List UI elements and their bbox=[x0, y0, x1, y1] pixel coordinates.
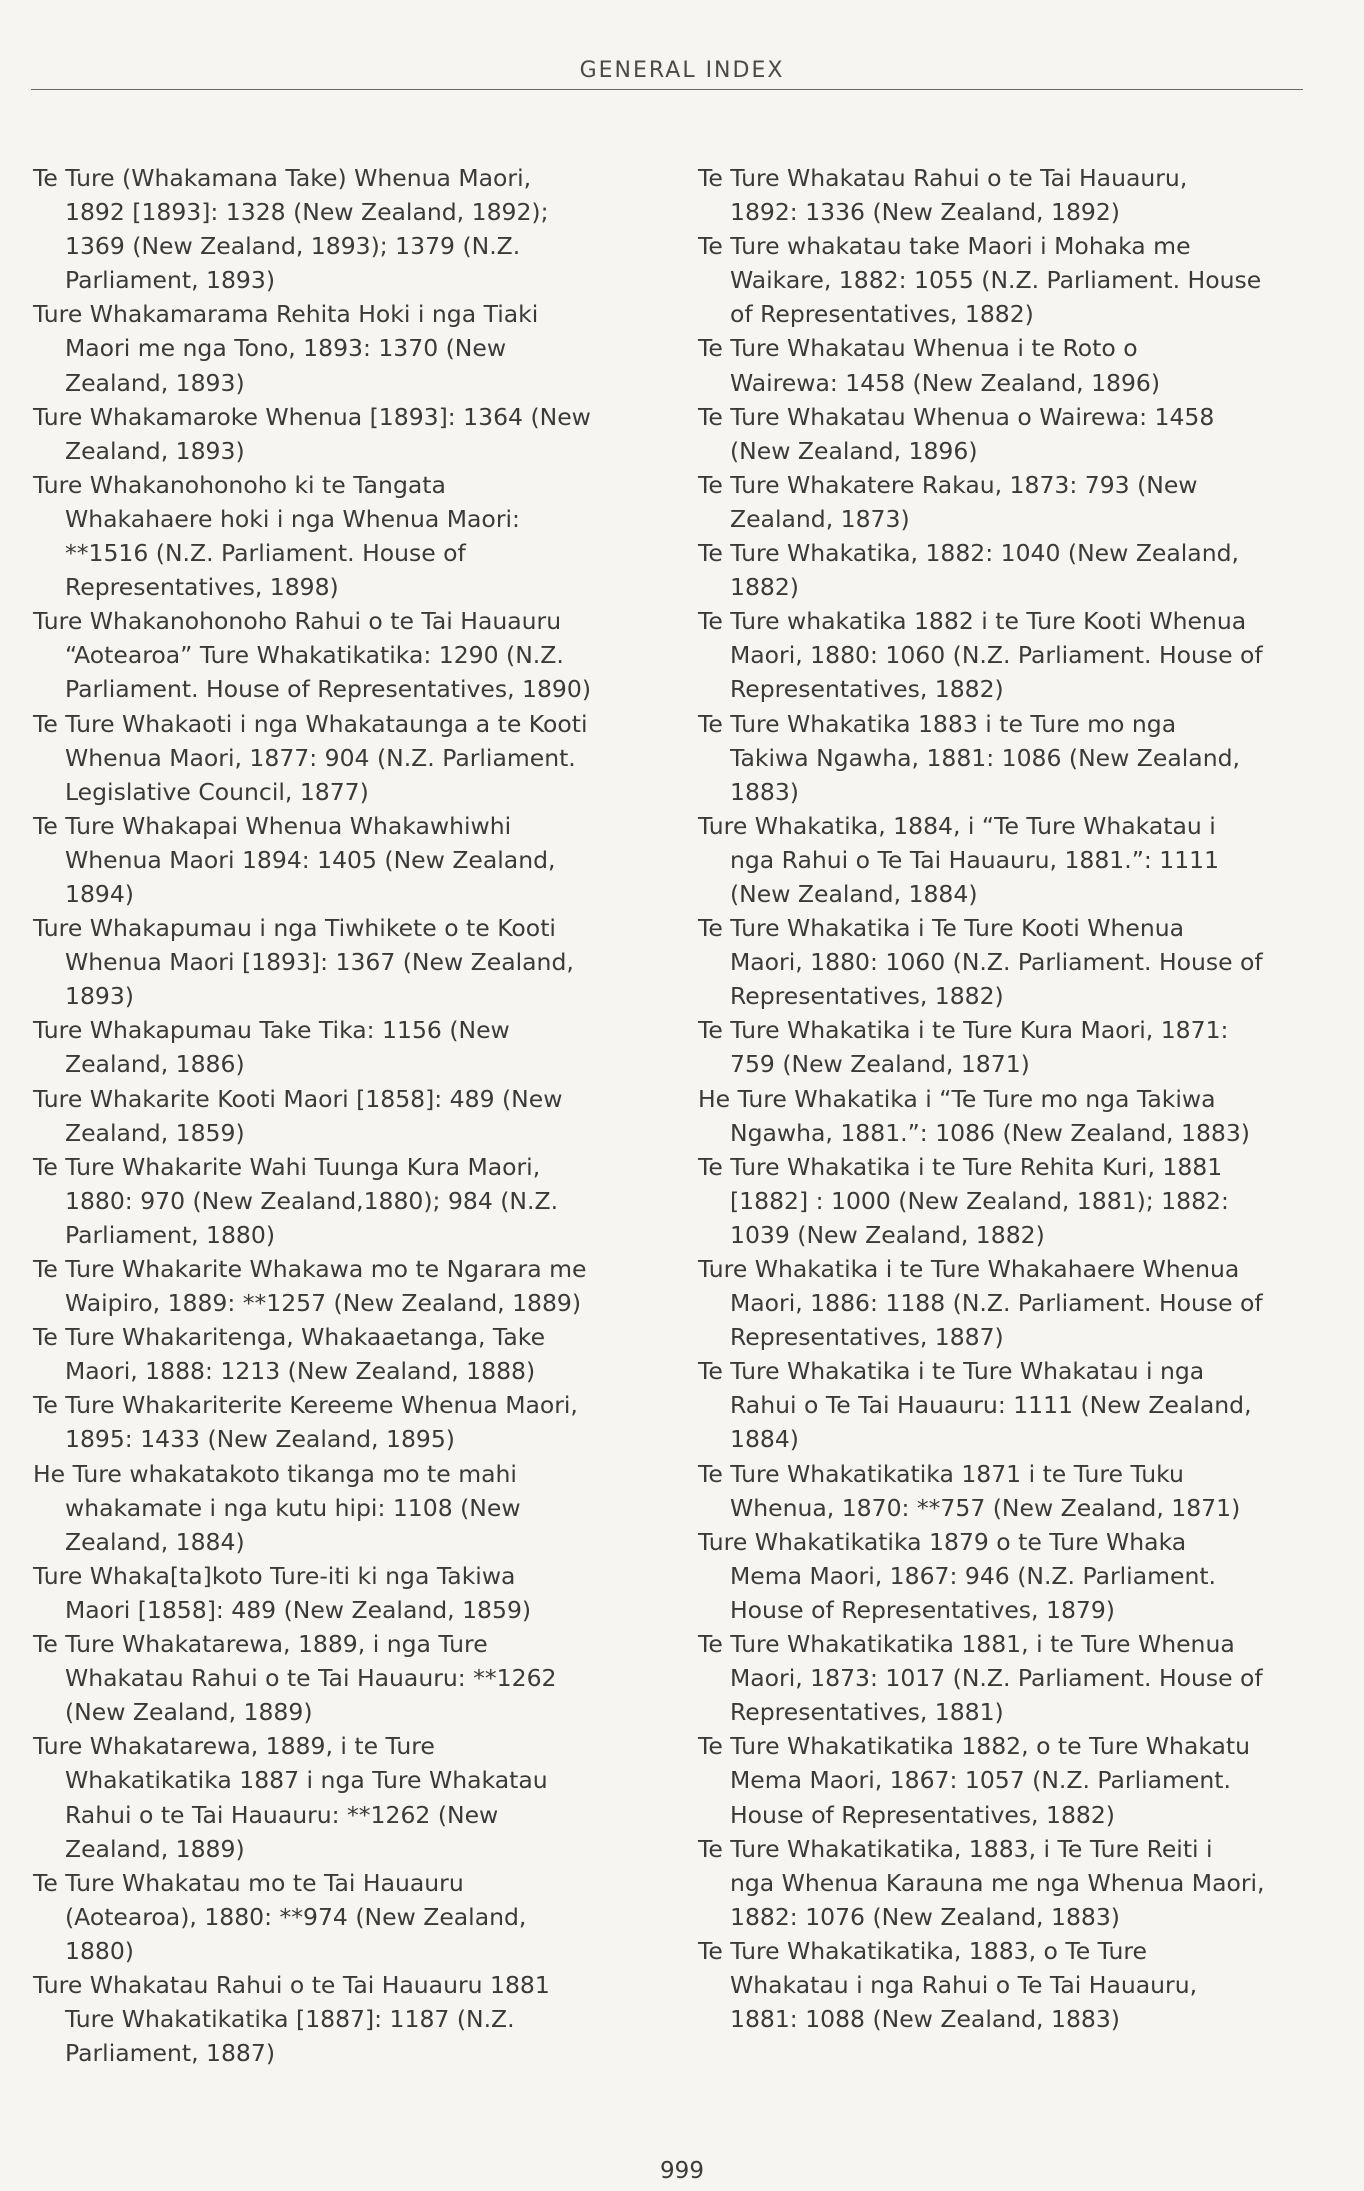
index-entry-line: Ture Whakatika i te Ture Whakahaere Whenua bbox=[698, 1255, 1240, 1283]
index-entry-line: “Aotearoa” Ture Whakatikatika: 1290 (N.Z. bbox=[65, 641, 564, 670]
index-entry bbox=[698, 400, 1303, 468]
index-entry-line: 1369 (New Zealand, 1893); 1379 (N.Z. bbox=[65, 232, 521, 261]
index-entry-line: Mema Maori, 1867: 1057 (N.Z. Parliament. bbox=[730, 1766, 1231, 1795]
index-entry-line: Te Ture Whakatika i te Ture Whakatau i nga bbox=[698, 1357, 1205, 1386]
index-entry-line: Waipiro, 1889: **1257 (New Zealand, 1889) bbox=[65, 1289, 582, 1318]
index-column-right bbox=[698, 161, 1303, 2036]
index-entry-line: Te Ture Whakatau Rahui o te Tai Hauauru, bbox=[698, 164, 1188, 192]
index-entry-line: Takiwa Ngawha, 1881: 1086 (New Zealand, bbox=[730, 743, 1240, 772]
index-entry bbox=[698, 1934, 1303, 2036]
index-entry bbox=[698, 1525, 1303, 1627]
index-entry bbox=[698, 707, 1303, 809]
index-entry-line: Maori, 1880: 1060 (N.Z. Parliament. House of bbox=[730, 948, 1263, 977]
index-entry bbox=[33, 161, 638, 297]
index-entry-line: Ture Whakanohonoho ki te Tangata bbox=[33, 470, 446, 499]
index-entry-line: Representatives, 1882) bbox=[730, 675, 1004, 704]
index-entry bbox=[698, 161, 1303, 229]
header-rule bbox=[31, 89, 1303, 90]
index-entry-line: Te Ture Whakatau Whenua o Wairewa: 1458 bbox=[698, 402, 1215, 431]
index-entry-line: Ture Whakanohonoho Rahui o te Tai Hauauru bbox=[33, 607, 562, 636]
index-entry-line: Zealand, 1886) bbox=[65, 1050, 245, 1079]
index-entry-line: Whakatikatika 1887 i nga Ture Whakatau bbox=[65, 1766, 548, 1795]
index-entry-line: Representatives, 1881) bbox=[730, 1698, 1004, 1727]
index-entry-line: Te Ture Whakatarewa, 1889, i nga Ture bbox=[33, 1630, 488, 1659]
page-header: GENERAL INDEX bbox=[579, 58, 785, 83]
index-entry bbox=[33, 400, 638, 468]
index-entry-line: Ture Whakatau Rahui o te Tai Hauauru 1881 bbox=[33, 1970, 550, 1999]
index-entry-line: Ture Whakatikatika 1879 o te Ture Whaka bbox=[698, 1527, 1187, 1556]
index-entry-line: Wairewa: 1458 (New Zealand, 1896) bbox=[730, 368, 1161, 397]
index-entry-line: House of Representatives, 1879) bbox=[730, 1595, 1115, 1624]
index-entry-line: Te Ture Whakatikatika 1882, o te Ture Whakatu bbox=[698, 1732, 1251, 1761]
index-entry bbox=[698, 536, 1303, 604]
index-entry-line: Parliament, 1893) bbox=[65, 266, 276, 295]
index-entry-line: Parliament, 1880) bbox=[65, 1220, 276, 1249]
index-entry-line: Zealand, 1873) bbox=[730, 504, 910, 533]
index-entry-line: **1516 (N.Z. Parliament. House of bbox=[65, 539, 466, 568]
index-entry-line: Te Ture (Whakamana Take) Whenua Maori, bbox=[33, 164, 532, 192]
index-entry-line: 1881: 1088 (New Zealand, 1883) bbox=[730, 2005, 1120, 2034]
index-entry-line: Representatives, 1882) bbox=[730, 982, 1004, 1011]
index-entry-line: 1893) bbox=[65, 982, 134, 1011]
index-entry-line: Rahui o te Tai Hauauru: **1262 (New bbox=[65, 1800, 499, 1829]
index-entry-line: Te Ture Whakatikatika 1881, i te Ture Whenua bbox=[698, 1630, 1235, 1659]
index-entry-line: He Ture Whakatika i “Te Ture mo nga Takiwa bbox=[698, 1084, 1216, 1113]
index-entry bbox=[698, 911, 1303, 1013]
index-entry-line: 1880: 970 (New Zealand,1880); 984 (N.Z. bbox=[65, 1186, 559, 1215]
index-entry bbox=[698, 229, 1303, 331]
index-entry-line: whakamate i nga kutu hipi: 1108 (New bbox=[65, 1493, 521, 1522]
index-entry-line: Te Ture Whakatikatika, 1883, i Te Ture Reiti i bbox=[698, 1834, 1213, 1863]
index-entry bbox=[698, 331, 1303, 399]
index-entry-line: Rahui o Te Tai Hauauru: 1111 (New Zealand, bbox=[730, 1391, 1252, 1420]
index-entry-line: Ture Whakatikatika [1887]: 1187 (N.Z. bbox=[65, 2005, 515, 2034]
index-entry-line: 1039 (New Zealand, 1882) bbox=[730, 1220, 1045, 1249]
index-entry-line: Te Ture Whakaritenga, Whakaaetanga, Take bbox=[33, 1323, 546, 1352]
index-entry bbox=[33, 1320, 638, 1388]
index-entry-line: Maori [1858]: 489 (New Zealand, 1859) bbox=[65, 1595, 532, 1624]
index-entry-line: Te Ture Whakatau mo te Tai Hauauru bbox=[33, 1868, 464, 1897]
index-entry bbox=[698, 604, 1303, 706]
index-entry bbox=[33, 1627, 638, 1729]
index-entry-line: (New Zealand, 1884) bbox=[730, 879, 978, 908]
index-entry-line: 1895: 1433 (New Zealand, 1895) bbox=[65, 1425, 455, 1454]
index-entry-line: Te Ture Whakarite Wahi Tuunga Kura Maori, bbox=[33, 1152, 541, 1181]
index-entry-line: Te Ture Whakatika 1883 i te Ture mo nga bbox=[698, 709, 1177, 738]
index-entry-line: Ture Whakamarama Rehita Hoki i nga Tiaki bbox=[33, 300, 539, 329]
index-entry bbox=[33, 707, 638, 809]
index-entry-line: Te Ture whakatau take Maori i Mohaka me bbox=[698, 232, 1191, 261]
index-entry-line: Zealand, 1893) bbox=[65, 436, 245, 465]
index-entry-line: 1880) bbox=[65, 1936, 134, 1965]
index-entry-line: Representatives, 1898) bbox=[65, 573, 339, 602]
index-entry bbox=[698, 809, 1303, 911]
index-entry-line: Te Ture Whakatikatika, 1883, o Te Ture bbox=[698, 1936, 1147, 1965]
index-entry bbox=[33, 1150, 638, 1252]
index-entry bbox=[698, 1082, 1303, 1150]
index-entry-line: Mema Maori, 1867: 946 (N.Z. Parliament. bbox=[730, 1561, 1217, 1590]
index-entry-line: Ture Whakatika, 1884, i “Te Ture Whakatau i bbox=[698, 811, 1216, 840]
index-entry-line: Maori, 1873: 1017 (N.Z. Parliament. House of bbox=[730, 1664, 1263, 1693]
index-entry-line: (New Zealand, 1896) bbox=[730, 436, 978, 465]
index-entry-line: nga Rahui o Te Tai Hauauru, 1881.”: 1111 bbox=[730, 845, 1220, 874]
index-entry-line: House of Representatives, 1882) bbox=[730, 1800, 1115, 1829]
index-entry-line: Whenua, 1870: **757 (New Zealand, 1871) bbox=[730, 1493, 1241, 1522]
index-entry bbox=[698, 1457, 1303, 1525]
index-entry-line: Maori, 1880: 1060 (N.Z. Parliament. House of bbox=[730, 641, 1263, 670]
index-entry-line: 1882) bbox=[730, 573, 799, 602]
index-entry bbox=[33, 297, 638, 399]
index-entry-line: of Representatives, 1882) bbox=[730, 300, 1034, 329]
index-entry-line: Te Ture Whakatika i Te Ture Kooti Whenua bbox=[698, 914, 1185, 943]
index-entry-line: Zealand, 1889) bbox=[65, 1834, 245, 1863]
index-entry-line: Representatives, 1887) bbox=[730, 1323, 1004, 1352]
index-entry-line: Whenua Maori, 1877: 904 (N.Z. Parliament. bbox=[65, 743, 576, 772]
index-entry bbox=[33, 1968, 638, 2070]
index-entry-line: Te Ture Whakariterite Kereeme Whenua Maori, bbox=[33, 1391, 578, 1420]
index-entry-line: 1892 [1893]: 1328 (New Zealand, 1892); bbox=[65, 198, 549, 227]
index-entry-line: Maori, 1888: 1213 (New Zealand, 1888) bbox=[65, 1357, 536, 1386]
index-entry-line: 1892: 1336 (New Zealand, 1892) bbox=[730, 198, 1120, 227]
index-entry bbox=[698, 1354, 1303, 1456]
index-entry bbox=[33, 468, 638, 604]
index-entry-line: Whenua Maori 1894: 1405 (New Zealand, bbox=[65, 845, 556, 874]
index-entry bbox=[33, 1729, 638, 1865]
index-entry-line: Waikare, 1882: 1055 (N.Z. Parliament. House bbox=[730, 266, 1262, 295]
index-entry bbox=[33, 1013, 638, 1081]
index-entry-line: Whakatau i nga Rahui o Te Tai Hauauru, bbox=[730, 1970, 1198, 1999]
index-entry-line: Maori, 1886: 1188 (N.Z. Parliament. House of bbox=[730, 1289, 1263, 1318]
index-entry-line: Whakatau Rahui o te Tai Hauauru: **1262 bbox=[65, 1664, 557, 1693]
index-entry-line: Ngawha, 1881.”: 1086 (New Zealand, 1883) bbox=[730, 1118, 1250, 1147]
index-entry-line: Maori me nga Tono, 1893: 1370 (New bbox=[65, 334, 507, 363]
index-entry-line: 759 (New Zealand, 1871) bbox=[730, 1050, 1030, 1079]
index-entry bbox=[33, 911, 638, 1013]
index-entry-line: 1882: 1076 (New Zealand, 1883) bbox=[730, 1902, 1120, 1931]
index-entry-line: Ture Whakapumau i nga Tiwhikete o te Kooti bbox=[33, 914, 556, 943]
index-entry-line: 1884) bbox=[730, 1425, 799, 1454]
index-entry-line: Te Ture whakatika 1882 i te Ture Kooti Whenua bbox=[698, 607, 1247, 636]
index-entry-line: Whakahaere hoki i nga Whenua Maori: bbox=[65, 504, 520, 533]
index-entry-line: (New Zealand, 1889) bbox=[65, 1698, 313, 1727]
index-entry-line: nga Whenua Karauna me nga Whenua Maori, bbox=[730, 1868, 1265, 1897]
index-entry-line: Te Ture Whakatere Rakau, 1873: 793 (New bbox=[698, 470, 1198, 499]
page-number: 999 bbox=[660, 2158, 704, 2184]
index-entry-line: 1894) bbox=[65, 879, 134, 908]
index-entry-line: 1883) bbox=[730, 777, 799, 806]
index-entry bbox=[33, 1457, 638, 1559]
index-entry-line: Zealand, 1859) bbox=[65, 1118, 245, 1147]
index-entry bbox=[33, 1866, 638, 1968]
index-entry-line: Te Ture Whakatikatika 1871 i te Ture Tuku bbox=[698, 1459, 1184, 1488]
index-entry-line: Te Ture Whakaoti i nga Whakataunga a te Kooti bbox=[33, 709, 588, 738]
index-entry-line: Ture Whakatarewa, 1889, i te Ture bbox=[33, 1732, 435, 1761]
index-entry bbox=[33, 1559, 638, 1627]
index-entry-line: Parliament. House of Representatives, 1890) bbox=[65, 675, 591, 704]
index-column-left bbox=[33, 161, 638, 2070]
index-entry-line: Legislative Council, 1877) bbox=[65, 777, 369, 806]
index-entry-line: Ture Whakarite Kooti Maori [1858]: 489 (New bbox=[33, 1084, 563, 1113]
index-entry-line: Te Ture Whakarite Whakawa mo te Ngarara me bbox=[33, 1255, 587, 1283]
index-entry bbox=[698, 1013, 1303, 1081]
index-entry-line: Whenua Maori [1893]: 1367 (New Zealand, bbox=[65, 948, 574, 977]
index-entry bbox=[33, 809, 638, 911]
index-entry bbox=[698, 1832, 1303, 1934]
index-entry-line: Te Ture Whakatika i te Ture Kura Maori, 1871: bbox=[698, 1016, 1229, 1045]
index-entry-line: Parliament, 1887) bbox=[65, 2039, 276, 2068]
index-entry-line: Ture Whakapumau Take Tika: 1156 (New bbox=[33, 1016, 510, 1045]
index-entry-line: Te Ture Whakatika, 1882: 1040 (New Zealand, bbox=[698, 539, 1239, 568]
index-entry-line: Zealand, 1893) bbox=[65, 368, 245, 397]
index-entry bbox=[698, 1150, 1303, 1252]
index-entry bbox=[698, 1627, 1303, 1729]
index-entry bbox=[33, 1082, 638, 1150]
index-entry-line: (Aotearoa), 1880: **974 (New Zealand, bbox=[65, 1902, 527, 1931]
index-entry-line: Te Ture Whakapai Whenua Whakawhiwhi bbox=[33, 811, 512, 840]
index-entry bbox=[33, 1252, 638, 1320]
index-entry bbox=[698, 1729, 1303, 1831]
index-entry-line: [1882] : 1000 (New Zealand, 1881); 1882: bbox=[730, 1186, 1229, 1215]
index-entry bbox=[33, 604, 638, 706]
index-entry bbox=[33, 1388, 638, 1456]
index-entry-line: Te Ture Whakatika i te Ture Rehita Kuri, 1881 bbox=[698, 1152, 1223, 1181]
index-entry bbox=[698, 468, 1303, 536]
index-entry-line: He Ture whakatakoto tikanga mo te mahi bbox=[33, 1459, 517, 1488]
index-entry-line: Ture Whaka[ta]koto Ture-iti ki nga Takiwa bbox=[33, 1561, 516, 1590]
index-entry-line: Ture Whakamaroke Whenua [1893]: 1364 (New bbox=[33, 402, 591, 431]
index-entry-line: Te Ture Whakatau Whenua i te Roto o bbox=[698, 334, 1138, 363]
index-entry-line: Zealand, 1884) bbox=[65, 1527, 245, 1556]
index-entry bbox=[698, 1252, 1303, 1354]
